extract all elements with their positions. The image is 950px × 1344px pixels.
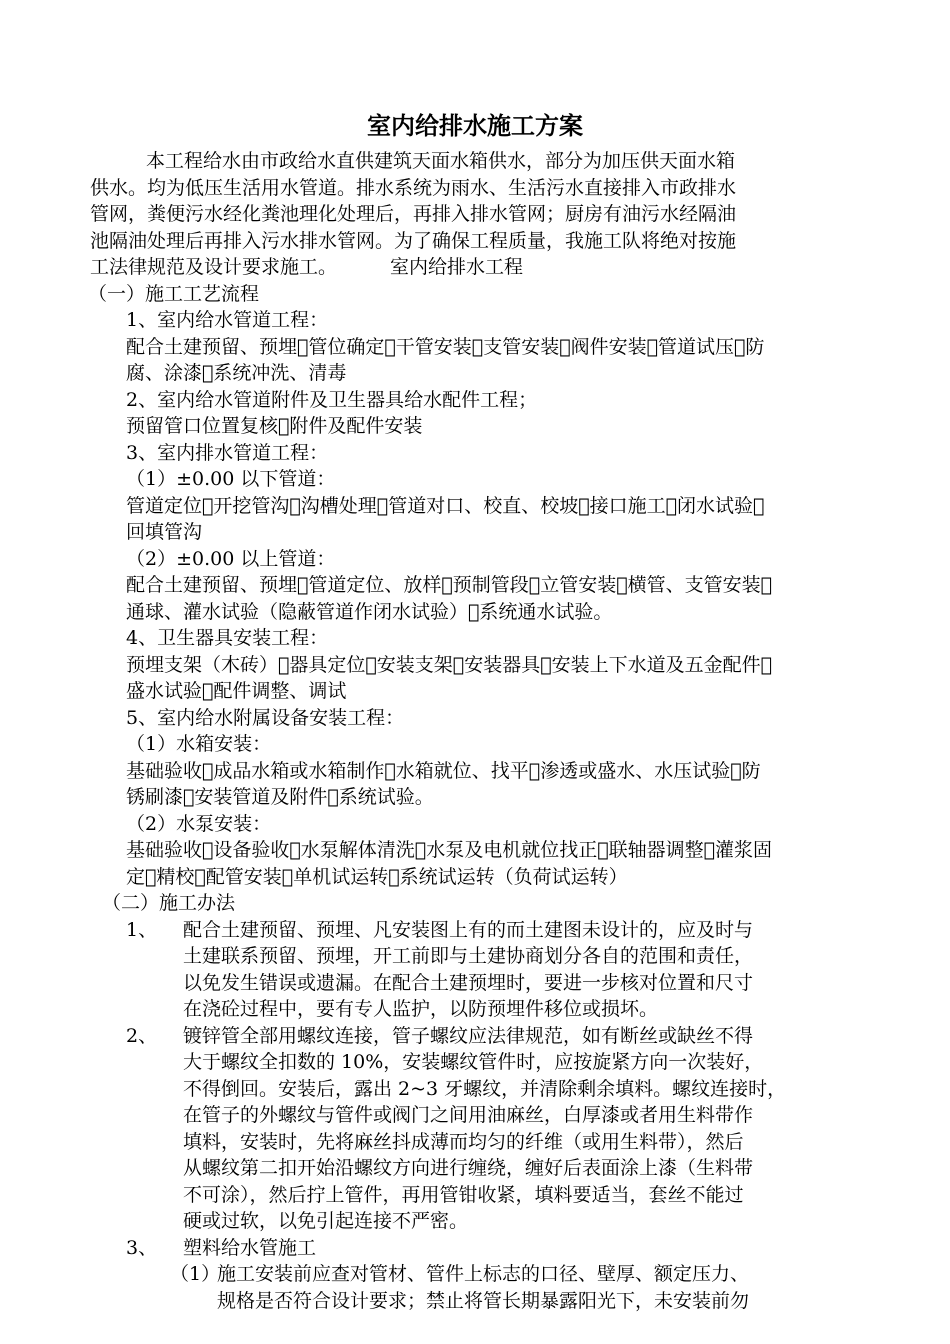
numbered-item (90, 1023, 868, 1235)
item-line: 硬或过软，以免引起连接不严密。 (183, 1210, 469, 1232)
section1-line: 1、室内给水管道工程： (126, 309, 329, 331)
item-number: 3、 (126, 1236, 158, 1259)
section1-heading: （一）施工工艺流程 (88, 282, 260, 305)
intro-line: 供水。均为低压生活用水管道。排水系统为雨水、生活污水直接排入市政排水 (90, 176, 737, 199)
section1-line: 预留管口位置复核 附件及配件安装 (126, 415, 423, 437)
document-title: 室内给排水施工方案 (367, 111, 583, 140)
section1-line: （1）水箱安装： (126, 733, 272, 755)
document-body (90, 148, 868, 1314)
section1-line: 管道定位 开挖管沟 沟槽处理 管道对口、校直、校坡 接口施工 闭水试验  (126, 494, 765, 517)
item-line: 从螺纹第二扣开始沿螺纹方向进行缠绕，缠好后表面涂上漆（生料带 (183, 1157, 754, 1179)
section1-line: 5、室内给水附属设备安装工程： (126, 706, 405, 729)
section1-line: 锈刷漆 安装管道及附件 系统试验。 (126, 786, 434, 808)
intro-paragraph (90, 148, 868, 281)
section1-content (90, 307, 868, 890)
section1-line: 配合土建预留、预埋 管位确定 干管安装 支管安装 阀件安装 管道试压 防 (126, 335, 765, 358)
item-line: 镀锌管全部用螺纹连接，管子螺纹应法律规范，如有断丝或缺丝不得 (183, 1024, 754, 1047)
section1-line: 盛水试验 配件调整、调试 (126, 680, 347, 702)
numbered-item (90, 917, 868, 1023)
section1-line: （2）水泵安装： (126, 812, 272, 835)
intro-line (90, 254, 868, 281)
item-line: 填料，安装时，先将麻丝抖成薄而均匀的纤维（或用生料带），然后 (183, 1130, 744, 1153)
intro-line: 本工程给水由市政给水直供建筑天面水箱供水，部分为加压供天面水箱 (146, 150, 736, 172)
section1-line: 2、室内给水管道附件及卫生器具给水配件工程； (126, 388, 538, 411)
section1-line: 4、卫生器具安装工程： (126, 627, 329, 649)
section1-line: 基础验收 设备验收 水泵解体清洗 水泵及电机就位找正 联轴器调整 灌浆固 (126, 839, 773, 861)
section1-line: 腐、涂漆 系统冲洗、清毒 (126, 362, 347, 384)
item-line: 土建联系预留、预埋，开工前即与土建协商划分各自的范围和责任， (183, 945, 754, 967)
section1-line: 预埋支架（木砖） 器具定位 安装支架 安装器具 安装上下水道及五金配件  (126, 653, 773, 676)
item-line: 大于螺纹全扣数的 10%，安装螺纹管件时，应按旋紧方向一次装好， (183, 1051, 764, 1073)
intro-line-text: 工法律规范及设计要求施工。 (90, 256, 338, 278)
sub-item-line: 施工安装前应查对管材、管件上标志的口径、壁厚、额定压力、 (217, 1263, 750, 1285)
intro-line: 管网，粪便污水经化粪池理化处理后，再排入排水管网；厨房有油污水经隔油 (90, 203, 737, 225)
item-number: 1、 (126, 918, 158, 941)
sub-item (90, 1261, 868, 1314)
section1-line: 通球、灌水试验（隐蔽管道作闭水试验） 系统通水试验。 (126, 600, 613, 623)
section1-line: 基础验收 成品水箱或水箱制作 水箱就位、找平 渗透或盛水、水压试验 防 (126, 759, 761, 782)
section1-line: 回填管沟 (126, 521, 203, 543)
item-line: 以免发生错误或遗漏。在配合土建预埋时，要进一步核对位置和尺寸 (183, 971, 754, 994)
item-line: 不可涂），然后拧上管件，再用管钳收紧，填料要适当，套丝不能过 (183, 1183, 744, 1206)
numbered-item (90, 1235, 868, 1262)
item-line: 塑料给水管施工 (183, 1236, 317, 1259)
item-line: 在浇砼过程中，要有专人监护，以防预埋件移位或损坏。 (183, 998, 659, 1020)
intro-line: 池隔油处理后再排入污水排水管网。为了确保工程质量，我施工队将绝对按施 (90, 229, 737, 252)
item-line: 不得倒回。安装后，露出 2~3 牙螺纹，并清除剩余填料。螺纹连接时， (183, 1077, 787, 1100)
section1-line: 3、室内排水管道工程： (126, 441, 329, 464)
section1-line: 定 精校 配管安装 单机试运转 系统试运转（负荷试运转） (126, 865, 628, 888)
intro-trailing: 室内给排水工程 (390, 256, 524, 278)
item-number: 2、 (126, 1024, 158, 1047)
section1-line: （2）±0.00 以上管道： (126, 547, 336, 570)
section1-line: 配合土建预留、预埋 管道定位、放样 预制管段 立管安装 横管、支管安装  (126, 574, 773, 596)
sub-item-number: （1） (170, 1263, 221, 1285)
item-line: 在管子的外螺纹与管件或阀门之间用油麻丝，白厚漆或者用生料带作 (183, 1104, 754, 1126)
section2-heading: （二）施工办法 (102, 892, 236, 914)
section1-line: （1）±0.00 以下管道： (126, 468, 336, 490)
item-line: 配合土建预留、预埋、凡安装图上有的而土建图未设计的，应及时与 (183, 918, 754, 941)
section2-content (90, 917, 868, 1315)
sub-item-line: 规格是否符合设计要求；禁止将管长期暴露阳光下，未安装前勿 (217, 1289, 750, 1312)
